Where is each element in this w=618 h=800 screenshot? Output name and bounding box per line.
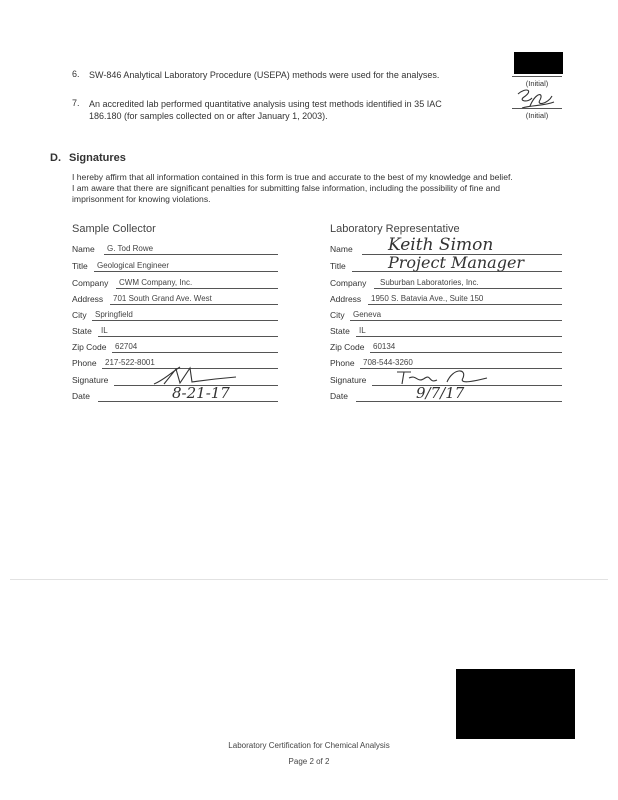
lab-address-value: 1950 S. Batavia Ave., Suite 150 [371,294,484,303]
lab-company-line [374,288,562,289]
collector-address-field [72,293,278,305]
lab-state-field [330,325,562,337]
collector-state-line [98,336,278,337]
sample-collector-heading: Sample Collector [72,223,156,235]
item-6-text: SW-846 Analytical Laboratory Procedure (USEPA) methods were used for the analyses. [89,70,440,80]
item-7-text-line2: 186.180 (for samples collected on or after January 1, 2003). [89,111,328,121]
section-title: Signatures [69,152,126,164]
section-heading [50,152,126,164]
lab-address-label: Address [330,294,362,304]
collector-zip-line [112,352,278,353]
item-7 [72,98,492,124]
lab-name-value: Keith Simon [388,235,494,255]
lab-date-value: 9/7/17 [416,384,465,402]
section-letter: D. [50,152,61,164]
lab-phone-value: 708-544-3260 [363,358,413,367]
lab-city-value: Geneva [353,310,382,319]
collector-date-value: 8-21-17 [172,384,230,402]
collector-title-value: Geological Engineer [97,261,170,270]
collector-address-line [110,304,278,305]
collector-name-value: G. Tod Rowe [107,244,154,253]
collector-state-label: State [72,326,92,336]
collector-city-label: City [72,310,87,320]
lab-title-value: Project Manager [388,253,525,272]
lab-title-field [330,253,562,272]
item-7-number: 7. [72,98,80,108]
initial-line-6 [512,76,562,77]
lab-company-field [330,277,562,289]
lab-city-field [330,309,562,321]
initial-label-6: (Initial) [525,79,549,88]
lab-company-value: Suburban Laboratories, Inc. [380,278,479,287]
fold-line [10,579,608,580]
collector-name-line [104,254,278,255]
collector-company-field [72,277,278,289]
initial-label-7: (Initial) [525,111,549,120]
collector-state-value: IL [101,326,108,335]
redaction-box-top [514,52,563,74]
footer-title: Laboratory Certification for Chemical Analysis [228,741,390,750]
lab-city-label: City [330,310,345,320]
collector-title-field [72,260,278,272]
affirmation-line-1: I hereby affirm that all information contained in this form is true and accurate to the best of my knowledge and belief. [72,172,513,182]
collector-date-label: Date [72,391,90,401]
lab-zip-line [370,352,562,353]
collector-address-value: 701 South Grand Ave. West [113,294,212,303]
collector-city-line [92,320,278,321]
lab-date-field [330,384,562,402]
collector-name-label: Name [72,244,95,254]
lab-zip-value: 60134 [373,342,396,351]
collector-title-label: Title [72,261,88,271]
item-6-number: 6. [72,69,80,79]
lab-city-line [350,320,562,321]
collector-company-value: CWM Company, Inc. [119,278,193,287]
collector-zip-field [72,341,278,353]
lab-title-label: Title [330,261,346,271]
collector-city-field [72,309,278,321]
lab-state-line [356,336,562,337]
lab-rep-heading: Laboratory Representative [330,223,460,235]
collector-date-field [72,384,278,402]
collector-state-field [72,325,278,337]
initial-box-7 [512,108,562,120]
lab-signature-label: Signature [330,375,367,385]
affirmation-line-2: I am aware that there are significant penalties for submitting false information, including the possibility of fine and [72,183,501,193]
lab-state-label: State [330,326,350,336]
footer-page-number: Page 2 of 2 [288,757,330,766]
lab-address-field [330,293,562,305]
lab-name-label: Name [330,244,353,254]
lab-address-line [368,304,562,305]
collector-zip-value: 62704 [115,342,138,351]
affirmation-text [72,172,562,205]
lab-state-value: IL [359,326,366,335]
collector-phone-value: 217-522-8001 [105,358,155,367]
initial-line-7 [512,108,562,109]
collector-city-value: Springfield [95,310,133,319]
collector-company-label: Company [72,278,109,288]
collector-title-line [94,271,278,272]
lab-zip-field [330,341,562,353]
lab-company-label: Company [330,278,367,288]
collector-name-field [72,243,278,255]
collector-phone-label: Phone [72,358,97,368]
redaction-box-bottom [456,669,575,739]
collector-address-label: Address [72,294,104,304]
item-6 [72,69,492,81]
collector-company-line [116,288,278,289]
lab-date-label: Date [330,391,348,401]
lab-zip-label: Zip Code [330,342,365,352]
collector-zip-label: Zip Code [72,342,107,352]
lab-phone-label: Phone [330,358,355,368]
affirmation-line-3: imprisonment for knowing violations. [72,194,211,204]
collector-signature-label: Signature [72,375,109,385]
item-7-text-line1: An accredited lab performed quantitative analysis using test methods identified in 35 IAC [89,99,442,109]
